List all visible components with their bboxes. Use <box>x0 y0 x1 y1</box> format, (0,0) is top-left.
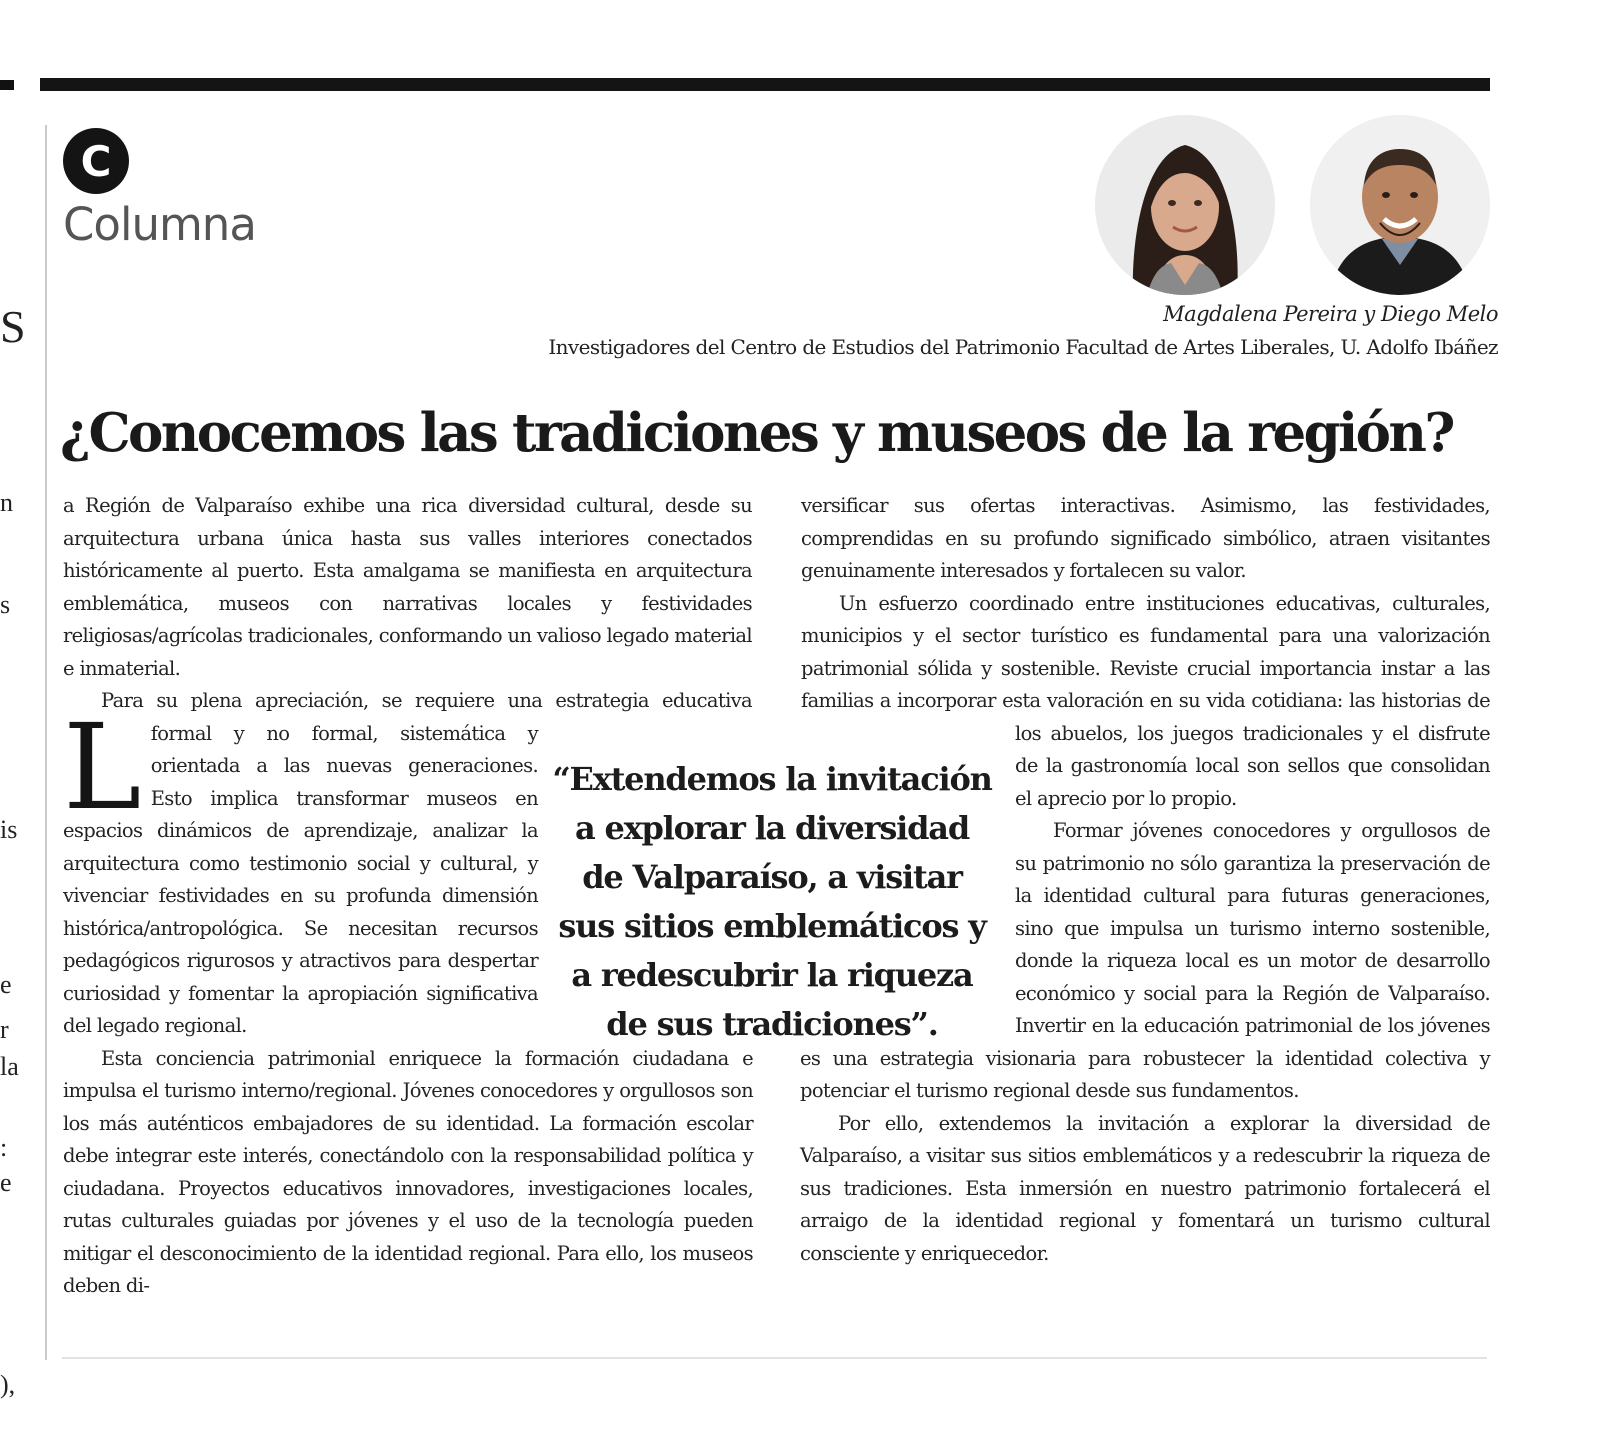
paragraph: Formar jóvenes conocedores y orgullosos de su patrimonio no sólo garantiza la preservación de la identidad cultural para futuras generaciones, sino que impulsa un turismo interno sostenible, donde la riqueza local es un motor de desarrollo económico y social para la Región de Valparaíso. Invertir en la educación patrimonial de los jóvenes es una estrategia visionaria para robustecer la identidad colectiva y potenciar el turismo regional desde sus fundamentos. <box>800 819 1490 1102</box>
fragment-glyph: r <box>0 1015 9 1044</box>
paragraph: Para su plena apreciación, se requiere una estrategia educativa formal y no formal, sistemática y orientada a las nuevas generaciones. Esto implica transformar museos en espacios dinámicos de aprendizaje, analizar la arquitectura como testimonio social y cultural, y vivenciar festividades en su profunda dimensión histórica/antropológica. Se necesitan recursos pedagógicos rigurosos y atractivos para despertar curiosidad y fomentar la apropiación significativa del legado regional. <box>63 689 752 1037</box>
fragment-glyph: : <box>0 1133 8 1162</box>
dropcap: L <box>63 698 141 836</box>
fragment-glyph: e <box>0 1168 12 1197</box>
paragraph: Por ello, extendemos la invitación a explorar la diversidad de Valparaíso, a visitar sus sitios emblemáticos y a redescubrir la riqueza de sus tradiciones. Esta inmersión en nuestro patrimonio fortalecerá el arraigo de la identidad regional y fomentará un turismo cultural consciente y enriquecedor. <box>800 1111 1490 1265</box>
byline-authors: Magdalena Pereira y Diego Melo <box>1163 302 1498 326</box>
fragment-glyph: ), <box>0 1370 16 1399</box>
paragraph: versificar sus ofertas interactivas. Asimismo, las festividades, comprendidas en su profundo significado simbólico, atraen visitantes genuinamente interesados y fortalecen su valor. <box>801 494 1490 582</box>
author-photo-diego <box>1310 115 1490 295</box>
headline: ¿Conocemos las tradiciones y museos de la región? <box>60 402 1453 464</box>
byline-role: Investigadores del Centro de Estudios del Patrimonio Facultad de Artes Liberales, U. Adolfo Ibáñez <box>548 335 1498 359</box>
fragment-glyph: e <box>0 970 12 999</box>
adjacent-column-fragment <box>0 0 26 1432</box>
section-label: Columna <box>63 198 256 251</box>
adjacent-rule <box>0 80 14 90</box>
paragraph: Un esfuerzo coordinado entre instituciones educativas, culturales, municipios y el sector turístico es fundamental para una valorización patrimonial sólida y sostenible. Reviste crucial importancia instar a las familias a incorporar esta valoración en su vida cotidiana: las historias de los abuelos, los juegos tradicionales y el disfrute de la gastronomía local son sellos que consolidan el aprecio por lo propio. <box>801 591 1490 810</box>
fragment-glyph: is <box>0 815 18 844</box>
column-badge: C <box>63 128 129 194</box>
fragment-glyph: s <box>0 590 11 619</box>
author-photo-magdalena <box>1095 115 1275 295</box>
fragment-glyph: n <box>0 488 13 517</box>
fragment-glyph: S <box>0 301 26 352</box>
top-rule <box>40 78 1490 91</box>
paragraph: L a Región de Valparaíso exhibe una rica diversidad cultural, desde su arquitectura urbana única hasta sus valles interiores conectados históricamente al puerto. Esta amalgama se manifiesta en arquitectura emblemática, museos con narrativas locales y festividades religiosas/agrícolas tradicionales, conformando un valioso legado material e inmaterial. <box>63 494 752 836</box>
column-divider <box>45 125 47 1360</box>
paragraph: Esta conciencia patrimonial enriquece la formación ciudadana e impulsa el turismo interno/regional. Jóvenes conocedores y orgullosos son los más auténticos embajadores de su identidad. La formación escolar debe integrar este interés, conectándolo con la responsabilidad política y ciudadana. Proyectos educativos innovadores, investigaciones locales, rutas culturales guiadas por jóvenes y el uso de la tecnología pueden mitigar el desconocimiento de la identidad regional. Para ello, los museos deben di- <box>63 1046 753 1297</box>
fragment-glyph: la <box>0 1052 19 1081</box>
bottom-rule <box>62 1357 1487 1359</box>
pull-quote: “Extendemos la invitación a explorar la diversidad de Valparaíso, a visitar sus sitios emblemáticos y a redescubrir la riqueza de sus tradiciones”. <box>552 760 992 1043</box>
